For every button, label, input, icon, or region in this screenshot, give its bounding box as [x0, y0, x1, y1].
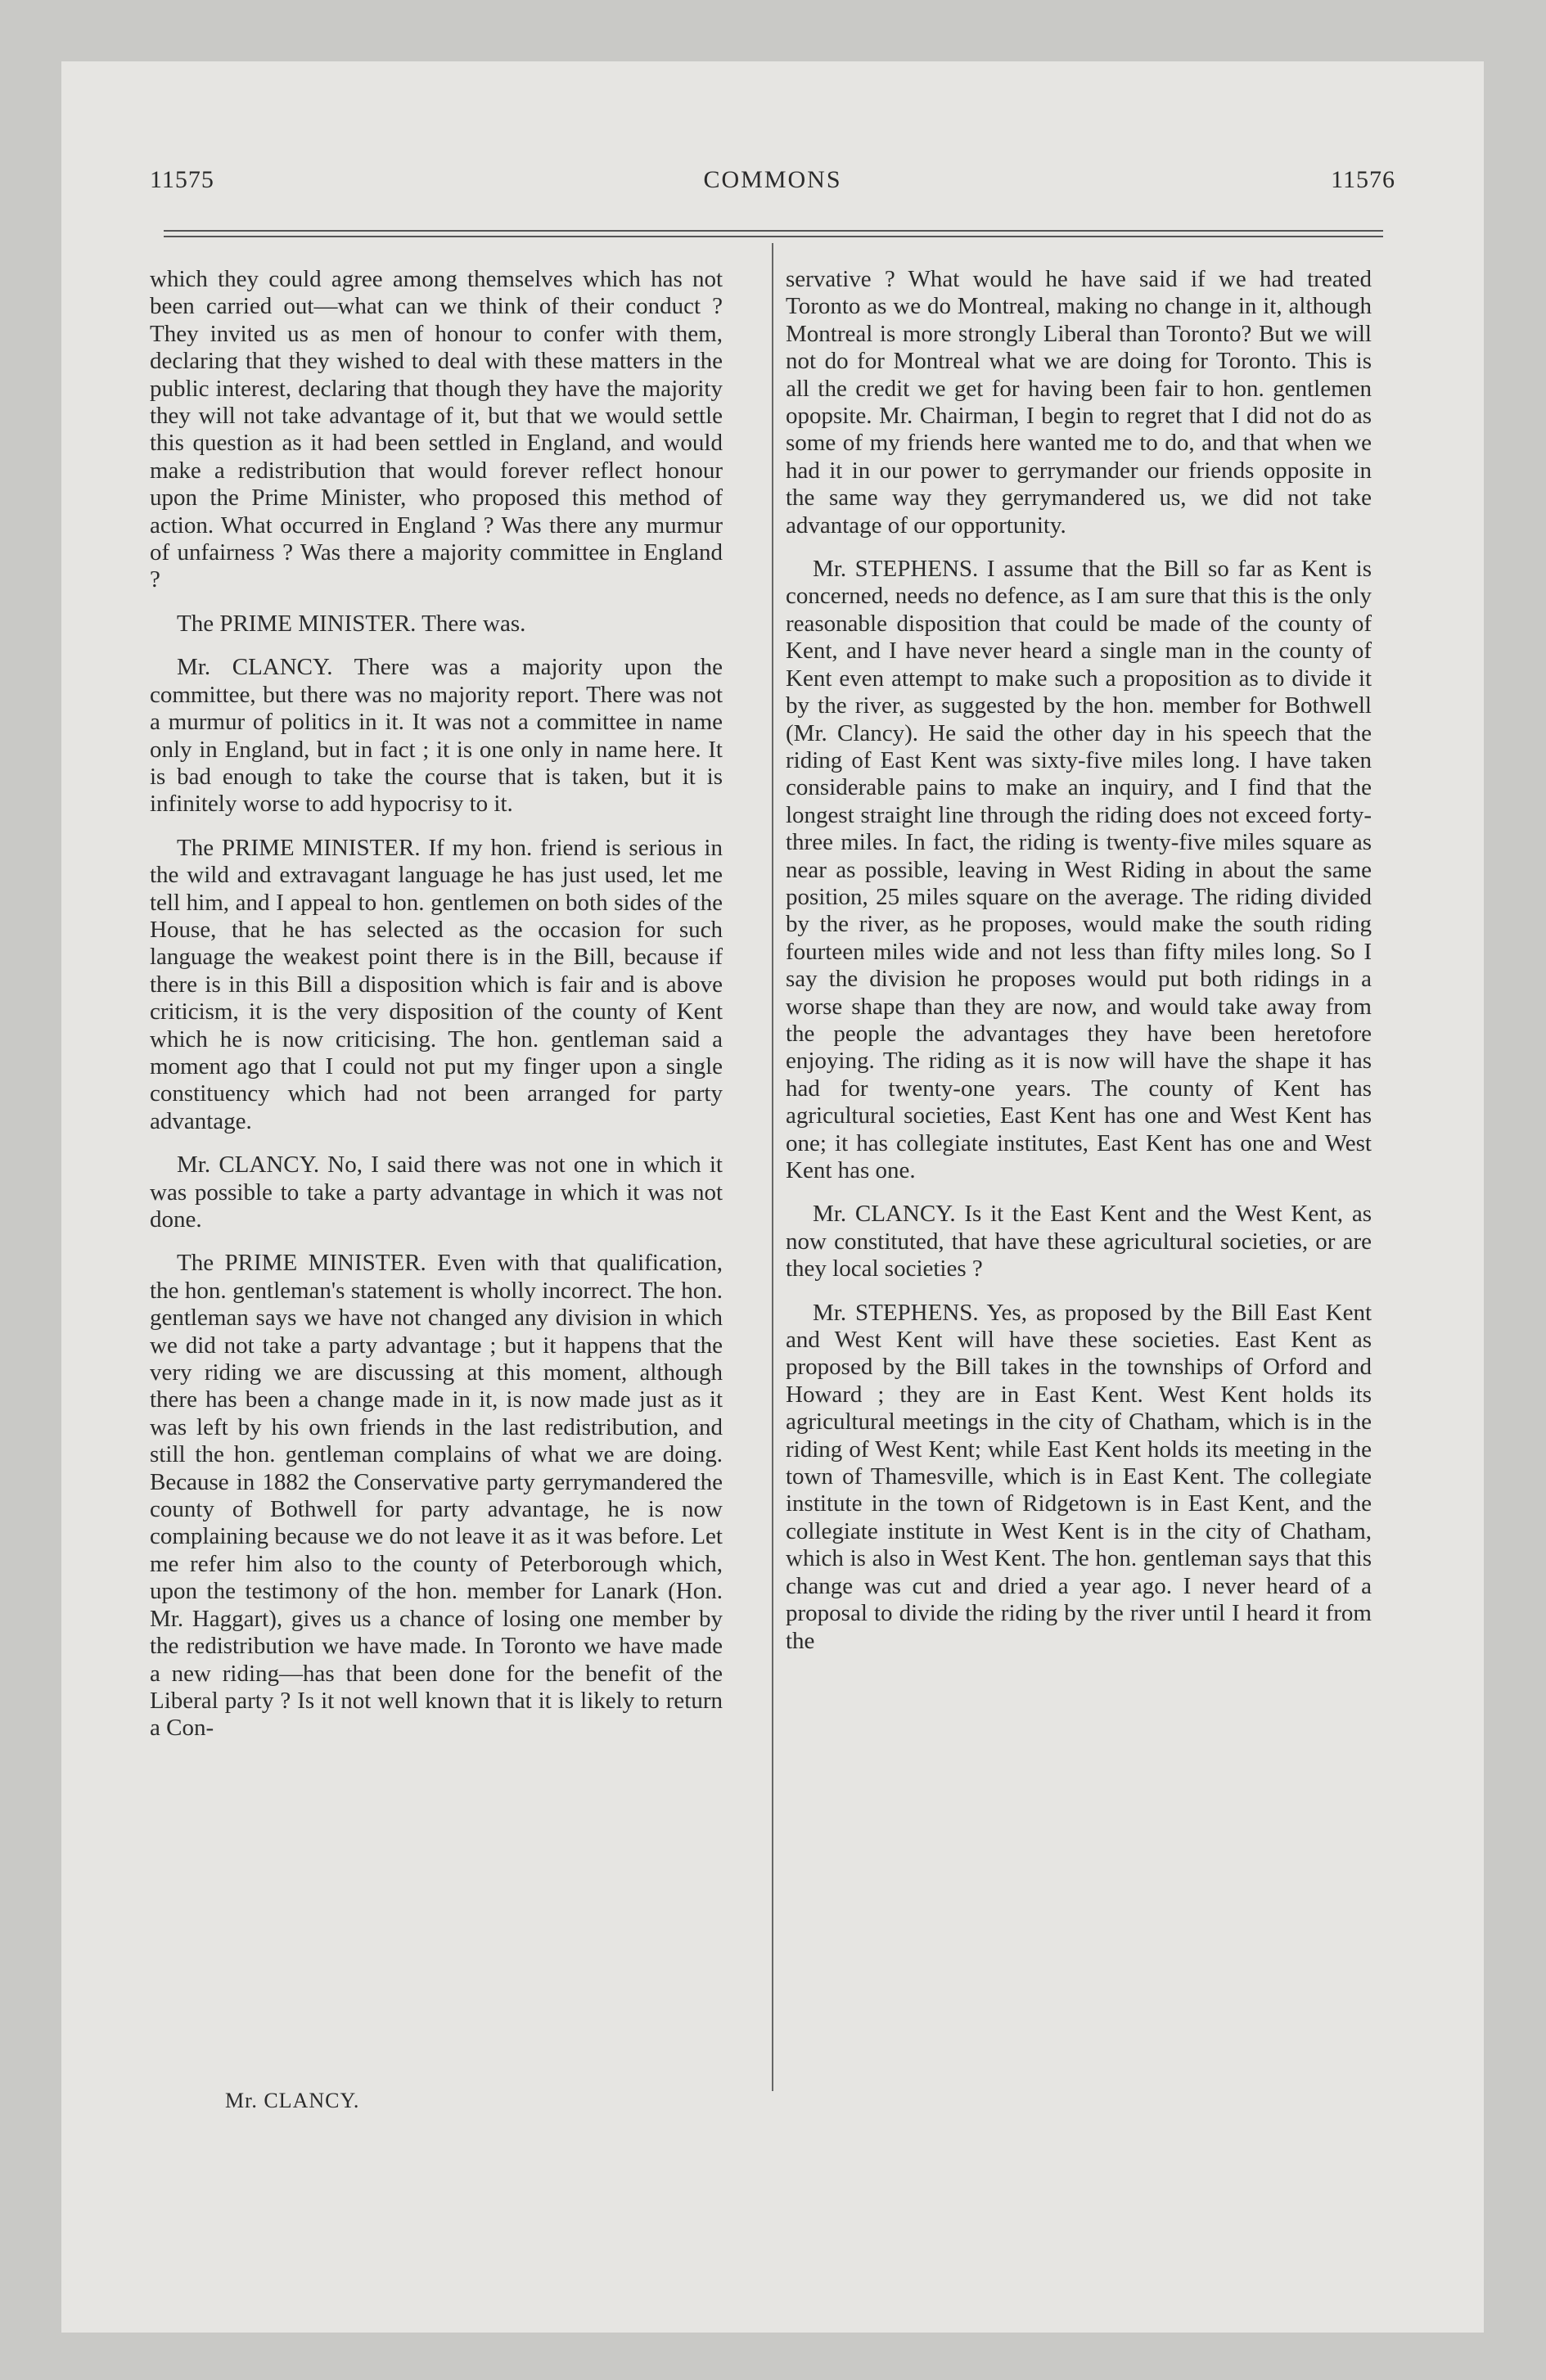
paragraph: Mr. STEPHENS. Yes, as proposed by the Bill East Kent and West Kent will have these societies. East Kent as proposed by the Bill takes in the townships of Orford and Howard ; they are in East Kent. West Kent holds its agricultural meetings in the city of Chatham, which is in the riding of West Kent; while East Kent holds its meeting in the town of Thamesville, which is in East Kent. The collegiate institute in the town of Ridgetown is in East Kent, and the collegiate institute in West Kent is in the city of Chatham, which is also in West Kent. The hon. gentleman says that this change was cut and dried a year ago. I never heard of a proposal to divide the riding by the river until I heard it from the — [786, 1299, 1372, 1654]
document-page — [61, 61, 1484, 2333]
paragraph: Mr. CLANCY. There was a majority upon the committee, but there was no majority report. There was not a murmur of politics in it. It was not a committee in name only in England, but in fact ; it is one only in name here. It is bad enough to take the course that is taken, but it is infinitely worse to add hypocrisy to it. — [150, 654, 723, 818]
header-rule-bottom — [164, 236, 1383, 237]
catchword: Mr. CLANCY. — [225, 2089, 360, 2112]
page-header — [61, 166, 1484, 199]
paragraph: The PRIME MINISTER. If my hon. friend is serious in the wild and extravagant language he has just used, let me tell him, and I appeal to hon. gentlemen on both sides of the House, that he has selected as the occasion for such language the weakest point there is in the Bill, because if there is in this Bill a disposition which is fair and is above criticism, it is the very disposition of the county of Kent which he is now criticising. The hon. gentleman said a moment ago that I could not put my finger upon a single constituency which had not been arranged for party advantage. — [150, 834, 723, 1134]
paragraph: Mr. CLANCY. No, I said there was not one in which it was possible to take a party advantage in which it was not done. — [150, 1152, 723, 1233]
running-title: COMMONS — [703, 166, 842, 193]
paragraph: The PRIME MINISTER. There was. — [177, 610, 526, 637]
header-rule-top — [164, 230, 1383, 232]
column-divider — [772, 243, 773, 2091]
paragraph: The PRIME MINISTER. Even with that qualification, the hon. gentleman's statement is wholly incorrect. The hon. gentleman says we have not changed any division in which we did not take a party advantage ; but it happens that the very riding we are discussing at this moment, although there has been a change made in it, is now made just as it was left by his own friends in the last redistribution, and still the hon. gentleman complains of what we are doing. Because in 1882 the Conservative party gerrymandered the county of Bothwell for party advantage, he is now complaining because we do not leave it as it was before. Let me refer him also to the county of Peterborough which, upon the testimony of the hon. member for Lanark (Hon. Mr. Haggart), gives us a chance of losing one member by the redistribution we have made. In Toronto we have made a new riding—has that been done for the benefit of the Liberal party ? Is it not well known that it is likely to return a Con- — [150, 1250, 723, 1742]
paragraph: servative ? What would he have said if we had treated Toronto as we do Montreal, making no change in it, although Montreal is more strongly Liberal than Toronto? But we will not do for Montreal what we are doing for Toronto. This is all the credit we get for having been fair to hon. gentlemen opopsite. Mr. Chairman, I begin to regret that I did not do as some of my friends here wanted me to do, and that when we had it in our power to gerrymander our friends opposite in the same way they gerrymandered us, we did not take advantage of our opportunity. — [786, 266, 1372, 539]
paragraph: Mr. CLANCY. Is it the East Kent and the West Kent, as now constituted, that have these agricultural societies, or are they local societies ? — [786, 1201, 1372, 1282]
right-column — [786, 266, 1372, 1655]
paragraph: which they could agree among themselves which has not been carried out—what can we think of their conduct ? They invited us as men of honour to confer with them, declaring that they wished to deal with these matters in the public interest, declaring that though they have the majority they will not take advantage of it, but that we would settle this question as it had been settled in England, and would make a redistribution that would forever reflect honour upon the Prime Minister, who proposed this method of action. What occurred in England ? Was there any murmur of unfairness ? Was there a majority committee in England ? — [150, 266, 723, 593]
paragraph: Mr. STEPHENS. I assume that the Bill so far as Kent is concerned, needs no defence, as I am sure that this is the only reasonable disposition that could be made of the county of Kent, and I have never heard a single man in the county of Kent even attempt to make such a proposition as to divide it by the river, as suggested by the hon. member for Bothwell (Mr. Clancy). He said the other day in his speech that the riding of East Kent was sixty-five miles long. I have taken considerable pains to make an inquiry, and I find that the longest straight line through the riding does not exceed forty-three miles. In fact, the riding is twenty-five miles square as near as possible, leaving in West Riding in about the same position, 25 miles square on the average. The riding divided by the river, as he proposes, would make the south riding fourteen miles wide and not less than fifty miles long. So I say the division he proposes would put both ridings in a worse shape than they are now, and would take away from the people the advantages they have been heretofore enjoying. The riding as it is now will have the shape it has had for twenty-one years. The county of Kent has agricultural societies, East Kent has one and West Kent has one; it has collegiate institutes, East Kent has one and West Kent has one. — [786, 556, 1372, 1183]
left-page-number: 11575 — [150, 166, 214, 193]
right-page-number: 11576 — [1331, 166, 1395, 193]
left-column — [150, 266, 723, 1742]
